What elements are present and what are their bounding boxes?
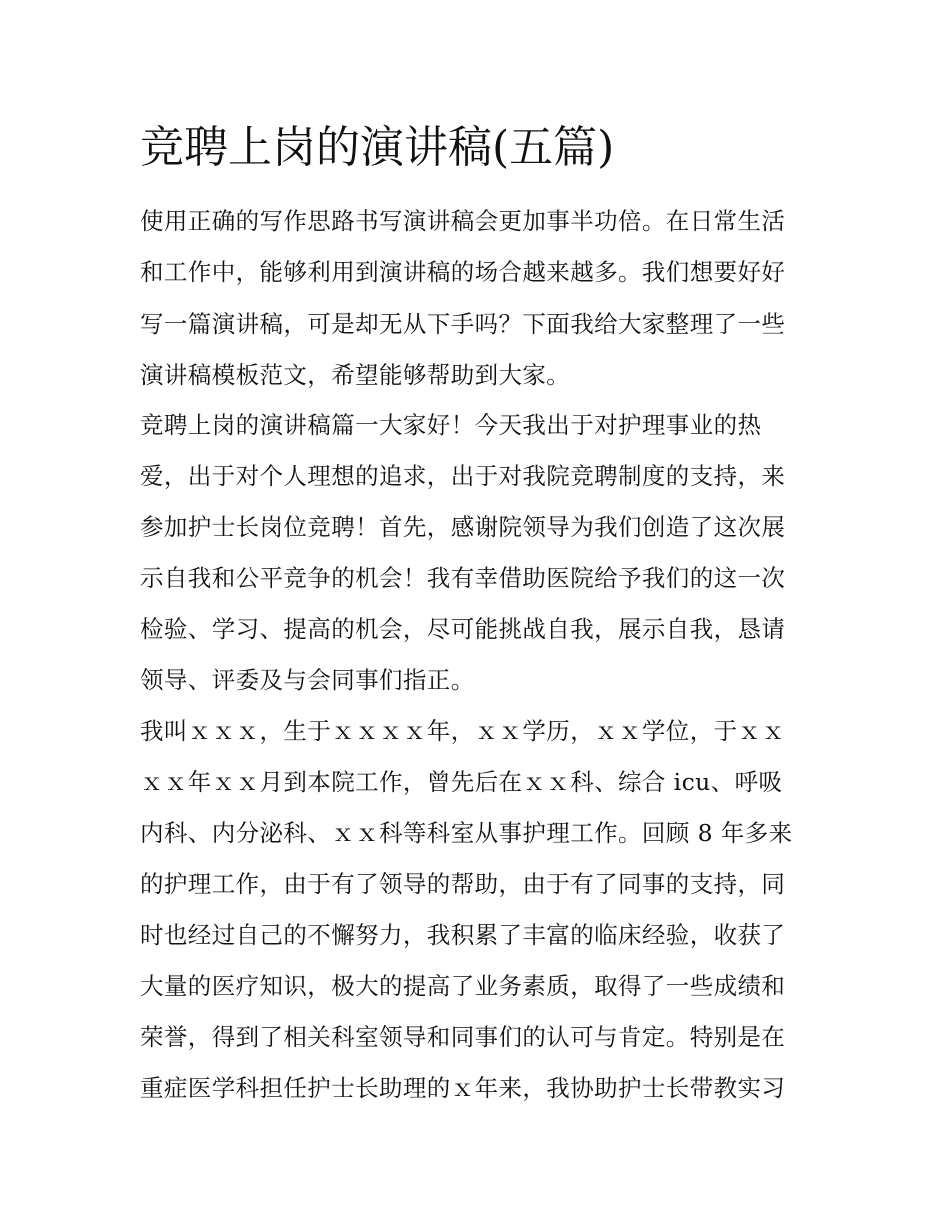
- text-line-11: 我叫ｘｘｘ，生于ｘｘｘｘ年，ｘｘ学历，ｘｘ学位，于ｘｘ: [140, 717, 786, 745]
- text-line-15: 时也经过自己的不懈努力，我积累了丰富的临床经验，收获了: [140, 921, 786, 949]
- text-line-16: 大量的医疗知识，极大的提高了业务素质，取得了一些成绩和: [140, 972, 786, 1000]
- text-line-8: 示自我和公平竞争的机会！我有幸借助医院给予我们的这一次: [140, 564, 786, 592]
- text-line-4: 演讲稿模板范文，希望能够帮助到大家。: [140, 361, 571, 389]
- text-line-13: 内科、内分泌科、ｘｘ科等科室从事护理工作。回顾 8 年多来: [140, 819, 793, 847]
- text-line-17: 荣誉，得到了相关科室领导和同事们的认可与肯定。特别是在: [140, 1023, 786, 1051]
- text-line-3: 写一篇演讲稿，可是却无从下手吗？下面我给大家整理了一些: [140, 310, 786, 338]
- text-line-5: 竞聘上岗的演讲稿篇一大家好！今天我出于对护理事业的热: [140, 411, 762, 439]
- text-line-6: 爱，出于对个人理想的追求，出于对我院竞聘制度的支持，来: [140, 462, 786, 490]
- text-line-7: 参加护士长岗位竞聘！首先，感谢院领导为我们创造了这次展: [140, 513, 786, 541]
- text-line-10: 领导、评委及与会同事们指正。: [140, 666, 475, 694]
- text-line-2: 和工作中，能够利用到演讲稿的场合越来越多。我们想要好好: [140, 258, 786, 286]
- text-line-14: 的护理工作，由于有了领导的帮助，由于有了同事的支持，同: [140, 870, 786, 898]
- text-line-9: 检验、学习、提高的机会，尽可能挑战自我，展示自我，恳请: [140, 615, 786, 643]
- document-title: 竞聘上岗的演讲稿(五篇): [140, 122, 615, 173]
- text-line-12: ｘｘ年ｘｘ月到本院工作，曾先后在ｘｘ科、综合 icu、呼吸: [140, 768, 783, 796]
- text-line-1: 使用正确的写作思路书写演讲稿会更加事半功倍。在日常生活: [140, 207, 786, 235]
- text-line-18: 重症医学科担任护士长助理的ｘ年来，我协助护士长带教实习: [140, 1074, 786, 1102]
